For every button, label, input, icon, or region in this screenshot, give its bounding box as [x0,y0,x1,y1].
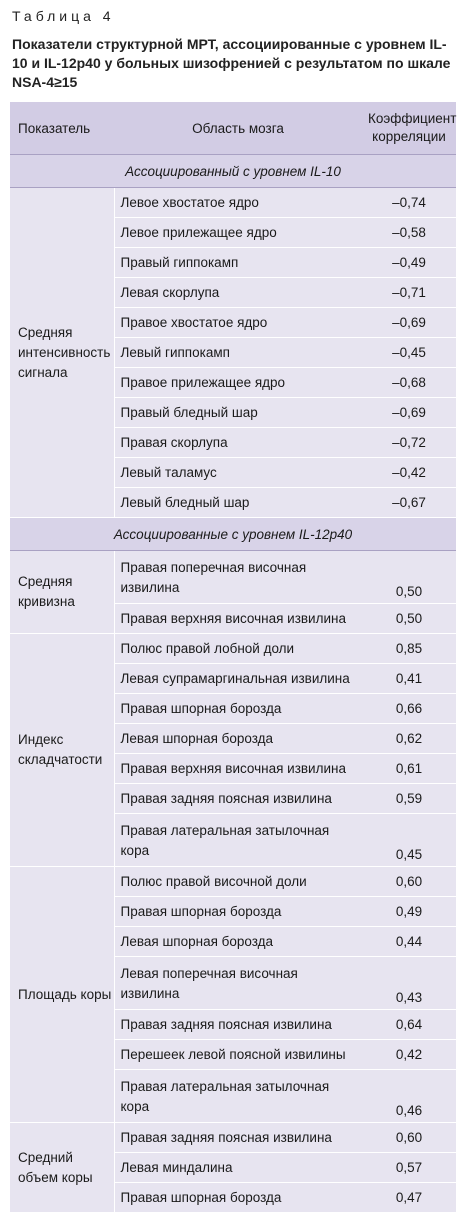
indicator-cell: Индекс складчатости [10,634,114,867]
correlation-value-cell: –0,49 [362,248,456,278]
brain-region-cell: Левое хвостатое ядро [114,188,362,218]
section-row [10,518,456,551]
brain-region-cell: Левый таламус [114,458,362,488]
correlation-value-cell: 0,42 [362,1040,456,1070]
correlation-value-cell: 0,46 [362,1070,456,1123]
brain-region-cell: Левый гиппокамп [114,338,362,368]
brain-region-cell: Правая латеральная затылочная кора [114,1070,362,1123]
correlation-value-cell: –0,71 [362,278,456,308]
section-label: Ассоциированные с уровнем IL-12p40 [10,518,456,551]
indicator-cell: Средний объем коры [10,1123,114,1213]
indicator-cell: Площадь коры [10,867,114,1123]
brain-region-cell: Правая шпорная борозда [114,897,362,927]
brain-region-cell: Правая задняя поясная извилина [114,1123,362,1153]
indicator-cell: Средняя кривизна [10,551,114,634]
brain-region-cell: Правая верхняя височная извилина [114,604,362,634]
table-number: Таблица 4 [12,8,115,24]
header-indicator: Показатель [10,102,114,155]
correlation-value-cell: 0,50 [362,604,456,634]
correlation-value-cell: –0,69 [362,398,456,428]
correlation-value-cell: 0,50 [362,551,456,604]
table-row [10,188,456,218]
brain-region-cell: Правое прилежащее ядро [114,368,362,398]
brain-region-cell: Правая поперечная височная извилина [114,551,362,604]
correlation-value-cell: –0,67 [362,488,456,518]
correlation-value-cell: 0,43 [362,957,456,1010]
correlation-table [10,102,456,1213]
brain-region-cell: Левая шпорная борозда [114,724,362,754]
brain-region-cell: Полюс правой лобной доли [114,634,362,664]
brain-region-cell: Правая скорлупа [114,428,362,458]
brain-region-cell: Перешеек левой поясной извилины [114,1040,362,1070]
correlation-value-cell: –0,58 [362,218,456,248]
table-row [10,551,456,604]
correlation-value-cell: –0,45 [362,338,456,368]
correlation-value-cell: 0,60 [362,867,456,897]
section-label: Ассоциированный с уровнем IL-10 [10,155,456,188]
correlation-value-cell: 0,85 [362,634,456,664]
correlation-value-cell: 0,49 [362,897,456,927]
header-brain-region: Область мозга [114,102,362,155]
brain-region-cell: Левая миндалина [114,1153,362,1183]
correlation-value-cell: 0,47 [362,1183,456,1213]
correlation-value-cell: 0,44 [362,927,456,957]
correlation-value-cell: 0,57 [362,1153,456,1183]
brain-region-cell: Левое прилежащее ядро [114,218,362,248]
brain-region-cell: Правая шпорная борозда [114,1183,362,1213]
table-body [10,155,456,1213]
table-row [10,867,456,897]
brain-region-cell: Левый бледный шар [114,488,362,518]
brain-region-cell: Правая верхняя височная извилина [114,754,362,784]
brain-region-cell: Правый гиппокамп [114,248,362,278]
correlation-value-cell: 0,41 [362,664,456,694]
correlation-value-cell: 0,61 [362,754,456,784]
brain-region-cell: Левая поперечная височная извилина [114,957,362,1010]
brain-region-cell: Полюс правой височной доли [114,867,362,897]
brain-region-cell: Правая задняя поясная извилина [114,784,362,814]
correlation-value-cell: –0,42 [362,458,456,488]
correlation-value-cell: 0,45 [362,814,456,867]
correlation-value-cell: –0,72 [362,428,456,458]
brain-region-cell: Левая скорлупа [114,278,362,308]
indicator-cell: Средняя интенсивность сигнала [10,188,114,518]
table-row [10,634,456,664]
brain-region-cell: Правая шпорная борозда [114,694,362,724]
correlation-value-cell: 0,60 [362,1123,456,1153]
header-correlation: Коэффициент корреляции [362,102,456,155]
brain-region-cell: Правая латеральная затылочная кора [114,814,362,867]
brain-region-cell: Правая задняя поясная извилина [114,1010,362,1040]
table-header-row [10,102,456,155]
correlation-value-cell: 0,59 [362,784,456,814]
brain-region-cell: Левая супрамаргинальная извилина [114,664,362,694]
brain-region-cell: Правый бледный шар [114,398,362,428]
correlation-value-cell: –0,68 [362,368,456,398]
brain-region-cell: Правое хвостатое ядро [114,308,362,338]
table-row [10,1123,456,1153]
correlation-value-cell: –0,74 [362,188,456,218]
table-title: Показатели структурной МРТ, ассоциированные с уровнем IL-10 и IL-12p40 у больных шизофренией с результатом по шкале NSA-4≥15 [12,36,451,90]
correlation-value-cell: 0,64 [362,1010,456,1040]
correlation-value-cell: 0,66 [362,694,456,724]
section-row [10,155,456,188]
correlation-value-cell: 0,62 [362,724,456,754]
brain-region-cell: Левая шпорная борозда [114,927,362,957]
correlation-value-cell: –0,69 [362,308,456,338]
